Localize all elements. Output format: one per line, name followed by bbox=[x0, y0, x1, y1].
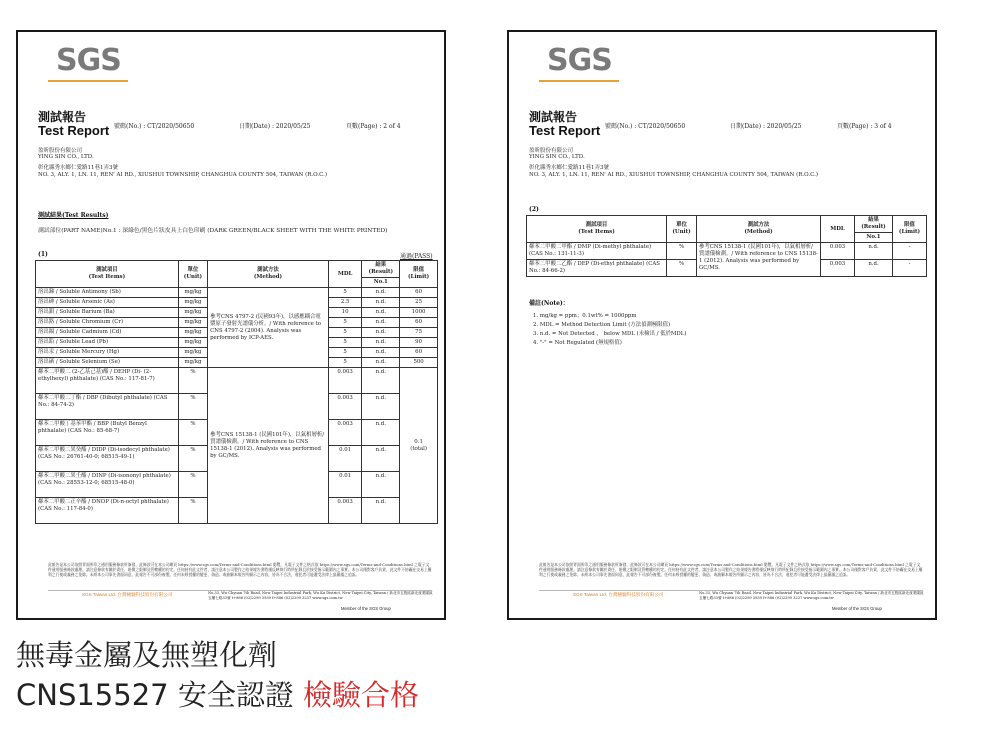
header-result: 結果 (Result) bbox=[855, 216, 893, 233]
result-value: n.d. bbox=[855, 243, 893, 260]
test-item: 鄰苯二甲酸二乙酯 / DEP (Di-ethyl phthalate) (CAS No.: 84-66-2) bbox=[527, 260, 667, 277]
sgs-logo: SGS bbox=[48, 42, 126, 82]
result-value: n.d. bbox=[362, 472, 400, 498]
result-value: n.d. bbox=[362, 498, 400, 524]
limit-value: 60 bbox=[400, 348, 438, 358]
result-value: n.d. bbox=[362, 420, 400, 446]
unit: % bbox=[178, 446, 207, 472]
note-item: 3. n.d. = Not Detected ， below MDL (未檢出 / 低於MDL) bbox=[533, 331, 687, 337]
part-name: 測試部位(PART NAME)No.1 : 深綠色/黑色片狀皮具上白色印刷 (DARK GREEN/BLACK SHEET WITH THE WHITE PRINTED) bbox=[38, 228, 388, 234]
footer-company: SGS Taiwan Ltd. 台灣檢驗科技股份有限公司 bbox=[82, 592, 173, 597]
header-sample-no1: No.1 bbox=[855, 233, 893, 243]
result-value: n.d. bbox=[362, 298, 400, 308]
report-number: 號碼(No.) : CT/2020/50650 bbox=[605, 123, 686, 130]
table-row bbox=[36, 368, 438, 394]
header-mdl: MDL bbox=[821, 216, 855, 243]
footer-member: Member of the SGS Group bbox=[832, 606, 882, 611]
test-item: 鄰苯二甲酸二異癸酯 / DIDP (Di-isodecyl phthalate) (CAS No.: 26761-40-0; 68515-49-1) bbox=[36, 446, 179, 472]
unit: mg/kg bbox=[178, 348, 207, 358]
result-value: n.d. bbox=[362, 446, 400, 472]
unit: % bbox=[667, 260, 697, 277]
mdl-value: 0.01 bbox=[328, 472, 362, 498]
mdl-value: 5 bbox=[328, 318, 362, 328]
footer-address: No.33, Wu Chyuan 7th Road, New Taipei Industrial Park, Wu Ku District, New Taipei City, Taiwan / 新北市五股區新北產業園區五權七路33號 t+886 (02)2299 3939 f+886 (02)2299 3237 www.sgs.com.tw bbox=[208, 591, 433, 600]
client-address-zh: 彰化縣秀水鄉仁愛路11巷1弄3號 bbox=[38, 165, 118, 171]
result-value: n.d. bbox=[855, 260, 893, 277]
result-value: n.d. bbox=[362, 328, 400, 338]
report-date: 日期(Date) : 2020/05/25 bbox=[239, 123, 311, 130]
test-item: 溶出硒 / Soluble Selenium (Se) bbox=[36, 358, 179, 368]
unit: % bbox=[667, 243, 697, 260]
client-address-zh: 彰化縣秀水鄉仁愛路11巷1弄3號 bbox=[529, 165, 609, 171]
limit-value: 90 bbox=[400, 338, 438, 348]
result-value: n.d. bbox=[362, 338, 400, 348]
report-title-zh: 測試報告 bbox=[529, 110, 578, 124]
result-value: n.d. bbox=[362, 308, 400, 318]
caption-highlight: 檢驗合格 bbox=[303, 678, 420, 712]
report-number: 號碼(No.) : CT/2020/50650 bbox=[114, 123, 195, 130]
test-method: 參考CNS 4797-2 (民國93年)，以感應耦合電漿原子發射光譜儀分析。/ With reference to CNS 4797-2 (2004). Analysis was performed by ICP-AES. bbox=[208, 288, 329, 368]
pass-badge: 通過(PASS) bbox=[400, 253, 433, 260]
note-item: 4. "-" = Not Regulated (無規格值) bbox=[533, 340, 622, 346]
footer-disclaimer: 此報告是本公司依照背面所印之通用服務條款所簽發，此條款可在本公司網頁 https://www.sgs.com/Terms-and-Conditions.html 閱覽，凡電子文件之格式依 https://www.sgs.com/Terms-and-Conditions.html 之電子文件通用服務條款處理。請注意條款有關於責任、賠償之限制及管轄權的約定。任何持有此文件者，請注意本公司製作之結果報告書將僅反映執行時所紀錄且於接受指示範圍內之事實。本公司僅對客戶負責，此文件不妨礙在交易上權利之行使或義務之免除。未經本公司事先書面同意，此報告不可部份複製。任何未經授權的變更、偽造、或曲解本報告所顯示之內容，皆為不合法，違犯者可能遭受法律上最嚴厲之追訴。 bbox=[48, 562, 432, 577]
result-value: n.d. bbox=[362, 318, 400, 328]
limit-value: 1000 bbox=[400, 308, 438, 318]
test-method: 參考CNS 15138-1 (民國101年)，以氣相層析/質譜儀檢測。/ With reference to CNS 15138-1 (2012). Analysis was performed by GC/MS. bbox=[208, 368, 329, 524]
test-item: 溶出砷 / Soluble Arsenic (As) bbox=[36, 298, 179, 308]
unit: mg/kg bbox=[178, 328, 207, 338]
test-item: 鄰苯二甲酸二 (2-乙基己基)酯 / DEHP (Di- (2-ethylhexyl) phthalate) (CAS No.: 117-81-7) bbox=[36, 368, 179, 394]
result-value: n.d. bbox=[362, 394, 400, 420]
test-item: 鄰苯二甲酸二正辛酯 / DNOP (Di-n-octyl phthalate) (CAS No.: 117-84-0) bbox=[36, 498, 179, 524]
page-number: 頁數(Page) : 2 of 4 bbox=[346, 123, 401, 130]
footer-address: No.33, Wu Chyuan 7th Road, New Taipei Industrial Park, Wu Ku District, New Taipei City, Taiwan / 新北市五股區新北產業園區五權七路33號 t+886 (02)2299 3939 f+886 (02)2299 3237 www.sgs.com.tw bbox=[699, 591, 924, 600]
unit: mg/kg bbox=[178, 308, 207, 318]
notes-title: 備註(Note)： bbox=[529, 300, 569, 307]
limit-value: - bbox=[893, 243, 927, 260]
table-row bbox=[36, 288, 438, 298]
phthalate-rows bbox=[36, 368, 438, 524]
header-sample-no1: No.1 bbox=[362, 278, 400, 288]
test-item: 鄰苯二甲酸丁基苯甲酯 / BBP (Butyl Benzyl phthalate) (CAS No.: 85-68-7) bbox=[36, 420, 179, 446]
note-item: 2. MDL = Method Detection Limit (方法偵測極限值) bbox=[533, 322, 671, 328]
test-item: 鄰苯二甲酸二異壬酯 / DINP (Di-isononyl phthalate) (CAS No.: 28553-12-0; 68515-48-0) bbox=[36, 472, 179, 498]
unit: mg/kg bbox=[178, 318, 207, 328]
unit: % bbox=[178, 498, 207, 524]
header-test-items: 測試項目 (Test Items) bbox=[36, 261, 179, 288]
test-item: 鄰苯二甲酸二甲酯 / DMP (Di-methyl phthalate) (CAS No.: 131-11-3) bbox=[527, 243, 667, 260]
mdl-value: 0.003 bbox=[328, 498, 362, 524]
results-table bbox=[526, 215, 927, 277]
result-value: n.d. bbox=[362, 368, 400, 394]
mdl-value: 0.003 bbox=[821, 260, 855, 277]
test-item: 溶出銻 / Soluble Antimony (Sb) bbox=[36, 288, 179, 298]
client-name-en: YING SIN CO., LTD. bbox=[529, 154, 585, 160]
header-limit: 限值 (Limit) bbox=[400, 261, 438, 288]
limit-value: 25 bbox=[400, 298, 438, 308]
header-test-items: 測試項目 (Test Items) bbox=[527, 216, 667, 243]
mdl-value: 5 bbox=[328, 348, 362, 358]
client-name-zh: 盈昕股份有限公司 bbox=[38, 148, 83, 154]
limit-value: 500 bbox=[400, 358, 438, 368]
report-title-en: Test Report bbox=[38, 123, 110, 138]
header-method: 測試方法 (Method) bbox=[208, 261, 329, 288]
unit: % bbox=[178, 420, 207, 446]
mdl-value: 5 bbox=[328, 288, 362, 298]
header-method: 測試方法 (Method) bbox=[697, 216, 821, 243]
report-title-en: Test Report bbox=[529, 123, 601, 138]
caption-prefix: CNS15527 安全認證 bbox=[16, 678, 304, 712]
caption-line-2 bbox=[16, 673, 419, 714]
test-item: 溶出鎘 / Soluble Cadmium (Cd) bbox=[36, 328, 179, 338]
unit: % bbox=[178, 368, 207, 394]
metals-rows bbox=[36, 288, 438, 368]
mdl-value: 10 bbox=[328, 308, 362, 318]
table-label: (1) bbox=[38, 251, 48, 258]
header-unit: 單位 (Unit) bbox=[667, 216, 697, 243]
limit-value: - bbox=[893, 260, 927, 277]
limit-value: 0.1 (total) bbox=[400, 368, 438, 524]
mdl-value: 0.003 bbox=[328, 420, 362, 446]
client-name-zh: 盈昕股份有限公司 bbox=[529, 148, 574, 154]
test-item: 溶出鉛 / Soluble Lead (Pb) bbox=[36, 338, 179, 348]
mdl-value: 5 bbox=[328, 338, 362, 348]
unit: mg/kg bbox=[178, 358, 207, 368]
mdl-value: 2.5 bbox=[328, 298, 362, 308]
mdl-value: 0.003 bbox=[821, 243, 855, 260]
result-value: n.d. bbox=[362, 358, 400, 368]
sgs-logo: SGS bbox=[539, 42, 617, 82]
unit: mg/kg bbox=[178, 338, 207, 348]
table-label: (2) bbox=[529, 206, 539, 213]
unit: % bbox=[178, 472, 207, 498]
test-results-title: 測試結果(Test Results) bbox=[38, 212, 109, 219]
test-item: 溶出汞 / Soluble Mercury (Hg) bbox=[36, 348, 179, 358]
header-limit: 限值 (Limit) bbox=[893, 216, 927, 243]
footer-disclaimer: 此報告是本公司依照背面所印之通用服務條款所簽發，此條款可在本公司網頁 https://www.sgs.com/Terms-and-Conditions.html 閱覽，凡電子文件之格式依 https://www.sgs.com/Terms-and-Conditions.html 之電子文件通用服務條款處理。請注意條款有關於責任、賠償之限制及管轄權的約定。任何持有此文件者，請注意本公司製作之結果報告書將僅反映執行時所紀錄且於接受指示範圍內之事實。本公司僅對客戶負責，此文件不妨礙在交易上權利之行使或義務之免除。未經本公司事先書面同意，此報告不可部份複製。任何未經授權的變更、偽造、或曲解本報告所顯示之內容，皆為不合法，違犯者可能遭受法律上最嚴厲之追訴。 bbox=[539, 562, 923, 577]
footer-member: Member of the SGS Group bbox=[341, 606, 391, 611]
mdl-value: 5 bbox=[328, 328, 362, 338]
limit-value: 60 bbox=[400, 288, 438, 298]
unit: % bbox=[178, 394, 207, 420]
results-table bbox=[35, 260, 438, 524]
client-address-en: NO. 3, ALY. 1, LN. 11, REN' AI RD., XIUSHUI TOWNSHIP, CHANGHUA COUNTY 504, TAIWAN (R.O.C.) bbox=[529, 172, 818, 178]
unit: mg/kg bbox=[178, 288, 207, 298]
test-method: 參考CNS 15138-1 (民國101年)，以氣相層析/質譜儀檢測。/ With reference to CNS 15138-1 (2012). Analysis was performed by GC/MS. bbox=[697, 243, 821, 277]
header-mdl: MDL bbox=[328, 261, 362, 288]
client-name-en: YING SIN CO., LTD. bbox=[38, 154, 94, 160]
report-page-2 bbox=[16, 30, 446, 620]
caption-line-1: 無毒金屬及無塑化劑 bbox=[16, 638, 278, 672]
limit-value: 75 bbox=[400, 328, 438, 338]
result-value: n.d. bbox=[362, 288, 400, 298]
table-row bbox=[527, 243, 927, 260]
mdl-value: 0.01 bbox=[328, 446, 362, 472]
header-result: 結果 (Result) bbox=[362, 261, 400, 278]
report-page-3 bbox=[507, 30, 937, 620]
result-value: n.d. bbox=[362, 348, 400, 358]
test-item: 溶出鉻 / Soluble Chromium (Cr) bbox=[36, 318, 179, 328]
test-item: 鄰苯二甲酸二丁酯 / DBP (Dibutyl phthalate) (CAS No.: 84-74-2) bbox=[36, 394, 179, 420]
limit-value: 60 bbox=[400, 318, 438, 328]
report-title-zh: 測試報告 bbox=[38, 110, 87, 124]
unit: mg/kg bbox=[178, 298, 207, 308]
header-unit: 單位 (Unit) bbox=[178, 261, 207, 288]
page-number: 頁數(Page) : 3 of 4 bbox=[837, 123, 892, 130]
phthalate-rows bbox=[527, 243, 927, 277]
mdl-value: 0.003 bbox=[328, 394, 362, 420]
report-date: 日期(Date) : 2020/05/25 bbox=[730, 123, 802, 130]
test-item: 溶出鋇 / Soluble Barium (Ba) bbox=[36, 308, 179, 318]
client-address-en: NO. 3, ALY. 1, LN. 11, REN' AI RD., XIUSHUI TOWNSHIP, CHANGHUA COUNTY 504, TAIWAN (R.O.C.) bbox=[38, 172, 327, 178]
mdl-value: 5 bbox=[328, 358, 362, 368]
note-item: 1. mg/kg = ppm；0.1wt% = 1000ppm bbox=[533, 313, 637, 319]
footer-company: SGS Taiwan Ltd. 台灣檢驗科技股份有限公司 bbox=[573, 592, 664, 597]
mdl-value: 0.003 bbox=[328, 368, 362, 394]
